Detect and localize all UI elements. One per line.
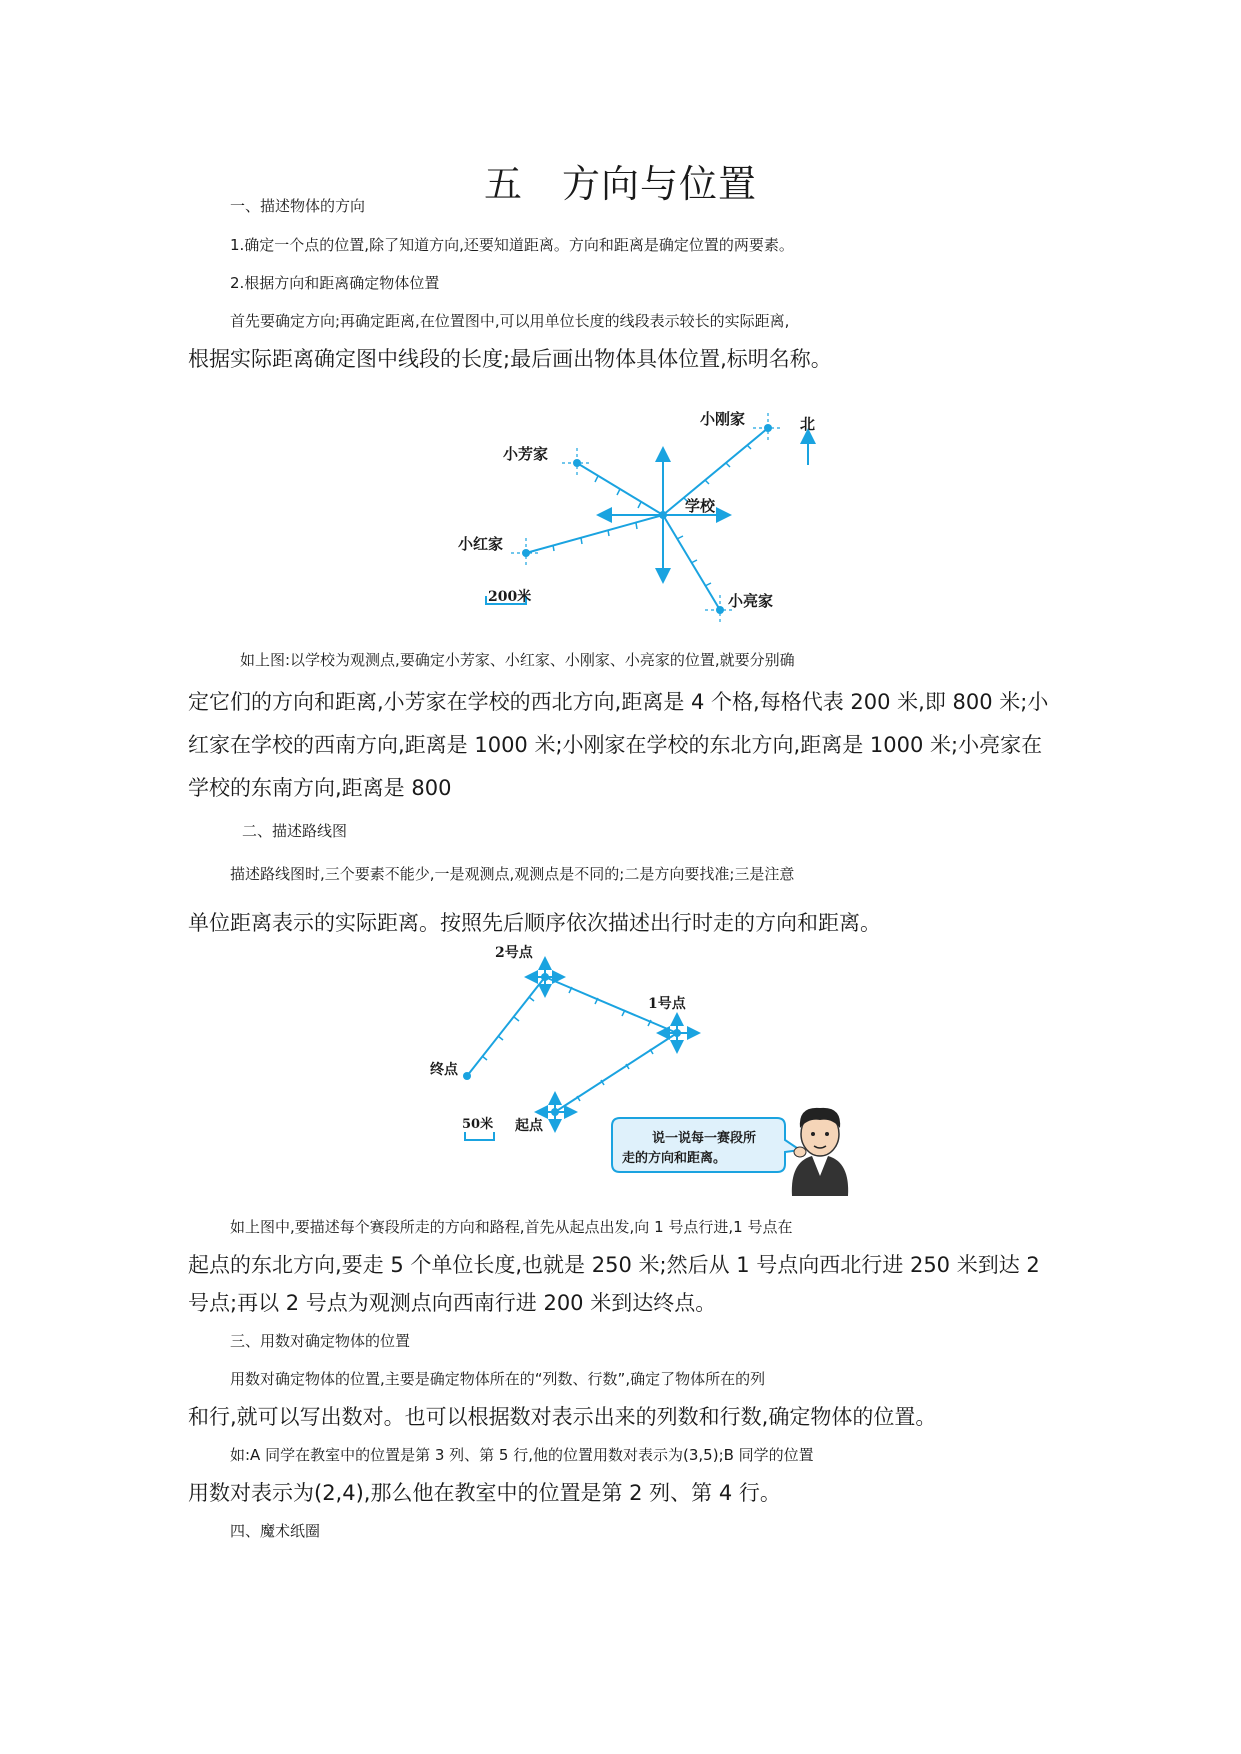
paragraph-line: 如:A 同学在教室中的位置是第 3 列、第 5 行,他的位置用数对表示为(3,5);B 同学的位置 [230,1446,814,1464]
paragraph-line: 号点;再以 2 号点为观测点向西南行进 200 米到达终点。 [188,1291,717,1315]
paragraph-line: 红家在学校的西南方向,距离是 1000 米;小刚家在学校的东北方向,距离是 1000 米;小亮家在 [188,733,1043,757]
label-xiaofang: 小芳家 [503,445,549,463]
label-point-1: 1号点 [648,996,686,1012]
paragraph-line: 根据实际距离确定图中线段的长度;最后画出物体具体位置,标明名称。 [188,347,832,371]
label-end: 终点 [430,1062,458,1078]
label-xiaohong: 小红家 [458,535,504,553]
bubble-line-1: 说一说每一赛段所 [652,1131,757,1146]
paragraph-line: 1.确定一个点的位置,除了知道方向,还要知道距离。方向和距离是确定位置的两要素。 [230,236,794,254]
paragraph-line: 用数对表示为(2,4),那么他在教室中的位置是第 2 列、第 4 行。 [188,1481,781,1505]
xiaofang-point [573,459,581,467]
start-point [551,1108,559,1116]
paragraph-line: 如上图中,要描述每个赛段所走的方向和路程,首先从起点出发,向 1 号点行进,1 号点在 [230,1218,793,1236]
page-title: 五 方向与位置 [483,162,757,206]
route-diagram [420,940,860,1202]
paragraph-line: 单位距离表示的实际距离。按照先后顺序依次描述出行时走的方向和距离。 [188,911,881,935]
speech-bubble [612,1118,800,1172]
label-route-scale: 50米 [462,1117,494,1132]
xiaogang-point [764,424,772,432]
xiaohong-point [522,549,530,557]
xiaoliang-point [716,606,724,614]
paragraph-line: 起点的东北方向,要走 5 个单位长度,也就是 250 米;然后从 1 号点向西北行进 250 米到达 2 [188,1253,1040,1277]
route-scale-bar [465,1132,494,1140]
label-xiaoliang: 小亮家 [728,592,774,610]
route-start-to-1 [555,1033,677,1112]
label-start: 起点 [515,1118,543,1134]
section-heading-2: 二、描述路线图 [242,822,348,840]
paragraph-line: 和行,就可以写出数对。也可以根据数对表示出来的列数和行数,确定物体的位置。 [188,1405,937,1429]
paragraph-line: 如上图:以学校为观测点,要确定小芳家、小红家、小刚家、小亮家的位置,就要分别确 [240,651,795,669]
boy-illustration [792,1108,848,1196]
ray-xiaohong [526,515,663,553]
paragraph-line: 2.根据方向和距离确定物体位置 [230,274,440,292]
section-heading-1: 一、描述物体的方向 [230,197,366,215]
bubble-line-2: 走的方向和距离。 [622,1151,727,1166]
label-xiaogang: 小刚家 [700,410,746,428]
ray-xiaogang [663,428,768,515]
label-school: 学校 [685,497,716,515]
point-2 [541,973,549,981]
label-north: 北 [800,415,816,433]
route-2-to-end [467,977,545,1076]
paragraph-line: 学校的东南方向,距离是 800 [188,776,452,800]
label-scale: 200米 [488,589,532,605]
section-heading-4: 四、魔术纸圈 [230,1522,321,1540]
direction-diagram [440,398,840,630]
label-point-2: 2号点 [495,945,533,961]
section-heading-3: 三、用数对确定物体的位置 [230,1332,411,1350]
paragraph-line: 定它们的方向和距离,小芳家在学校的西北方向,距离是 4 个格,每格代表 200 米,即 800 米;小 [188,690,1049,714]
point-1 [673,1029,681,1037]
end-point [463,1072,471,1080]
paragraph-line: 用数对确定物体的位置,主要是确定物体所在的“列数、行数”,确定了物体所在的列 [230,1370,766,1388]
school-point [659,511,667,519]
paragraph-line: 描述路线图时,三个要素不能少,一是观测点,观测点是不同的;二是方向要找准;三是注意 [230,865,795,883]
paragraph-line: 首先要确定方向;再确定距离,在位置图中,可以用单位长度的线段表示较长的实际距离, [230,312,790,330]
